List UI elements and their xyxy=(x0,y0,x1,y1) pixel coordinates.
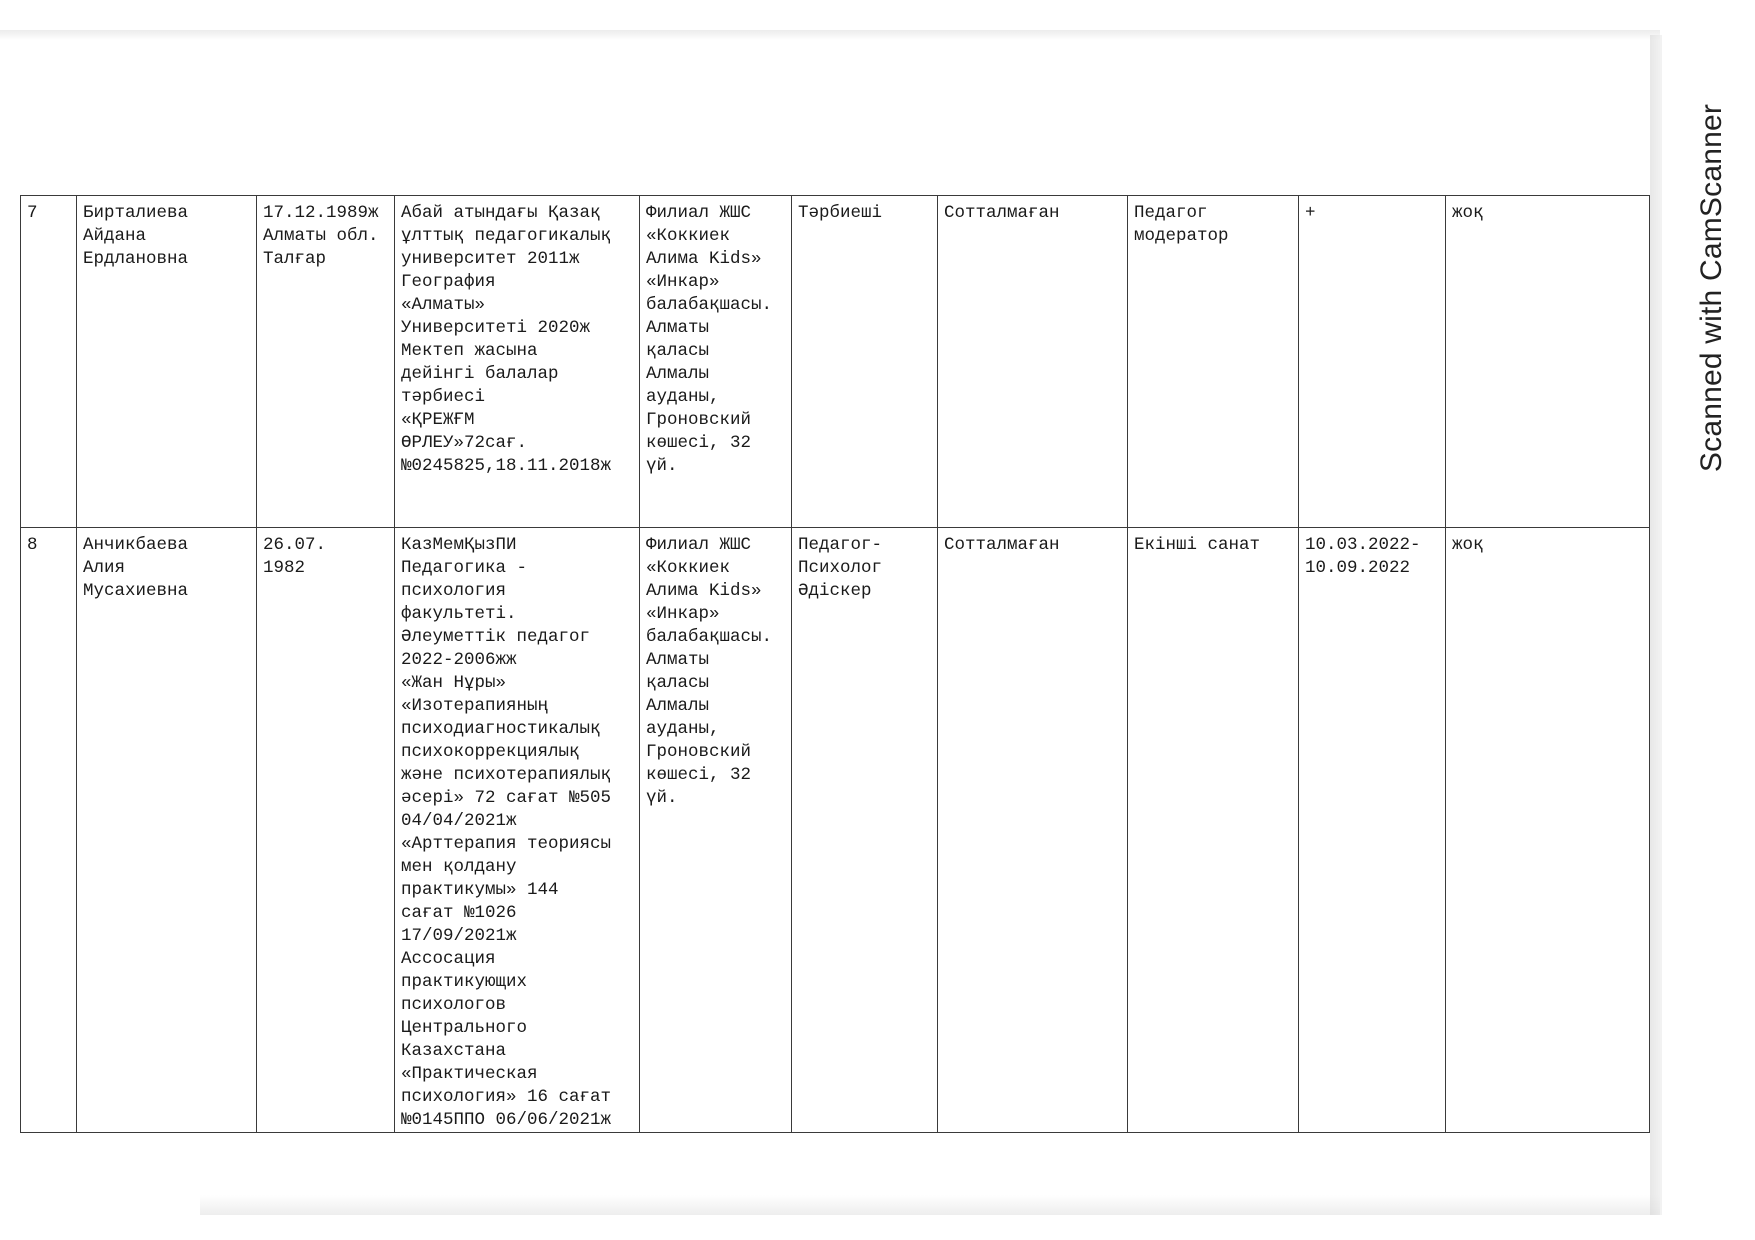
workplace-cell: Филиал ЖШС «Коккиек Алима Kids» «Инкар» балабақшасы. Алматы қаласы Алмалы ауданы, Гроновский көшесі, 32 үй. xyxy=(640,528,792,1133)
table-row xyxy=(21,196,1650,528)
scan-margin-right xyxy=(1650,35,1662,1215)
criminal-record-cell: Сотталмаған xyxy=(938,196,1128,528)
certification-period-cell: + xyxy=(1299,196,1446,528)
category-cell: Екінші санат xyxy=(1128,528,1299,1133)
staff-table xyxy=(20,195,1650,1133)
note-cell: жоқ xyxy=(1446,196,1650,528)
birth-date-place-cell: 26.07. 1982 xyxy=(257,528,395,1133)
position-cell: Тәрбиеші xyxy=(792,196,938,528)
full-name-cell: Анчикбаева Алия Мусахиевна xyxy=(77,528,257,1133)
row-number-cell: 7 xyxy=(21,196,77,528)
criminal-record-cell: Сотталмаған xyxy=(938,528,1128,1133)
row-number-cell: 8 xyxy=(21,528,77,1133)
table-row xyxy=(21,528,1650,1133)
scan-edge-top xyxy=(0,30,1660,40)
certification-period-cell: 10.03.2022- 10.09.2022 xyxy=(1299,528,1446,1133)
education-cell: КазМемҚызПИ Педагогика - психология факультеті. Әлеуметтік педагог 2022-2006жж «Жан Нұры» «Изотерапияның психодиагностикалық психокоррекциялық және психотерапиялық әсері» 72 сағат №505 04/04/2021ж «Арттерапия теориясы мен қолдану практикумы» 144 сағат №1026 17/09/2021ж Ассосация практикующих психологов Центрального Казахстана «Практическая психология» 16 сағат №0145ППО 06/06/2021ж xyxy=(395,528,640,1133)
workplace-cell: Филиал ЖШС «Коккиек Алима Kids» «Инкар» балабақшасы. Алматы қаласы Алмалы ауданы, Гроновский көшесі, 32 үй. xyxy=(640,196,792,528)
scan-edge-bottom xyxy=(200,1195,1660,1215)
note-cell: жоқ xyxy=(1446,528,1650,1133)
birth-date-place-cell: 17.12.1989ж Алматы обл. Талғар xyxy=(257,196,395,528)
full-name-cell: Бирталиева Айдана Ердлановна xyxy=(77,196,257,528)
category-cell: Педагог модератор xyxy=(1128,196,1299,528)
education-cell: Абай атындағы Қазақ ұлттық педагогикалық университет 2011ж География «Алматы» Университеті 2020ж Мектеп жасына дейінгі балалар тәрбиесі «ҚРЕЖҒМ ӨРЛЕУ»72сағ. №0245825,18.11.2018ж xyxy=(395,196,640,528)
camscanner-watermark: Scanned with CamScanner xyxy=(1695,103,1728,473)
position-cell: Педагог- Психолог Әдіскер xyxy=(792,528,938,1133)
